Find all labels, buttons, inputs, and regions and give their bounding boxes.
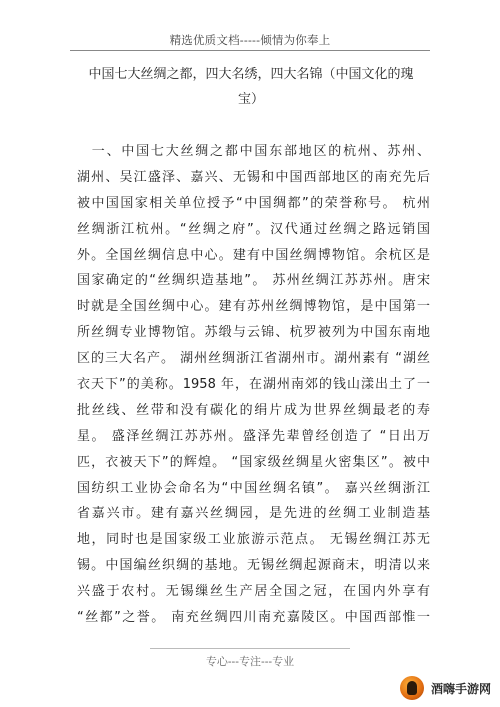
mascot-logo-icon	[400, 676, 424, 700]
watermark-text: 酒嗨手游网	[428, 679, 494, 698]
title-line-2: 宝）	[237, 92, 264, 107]
body-line: 丝绸浙江杭州。“丝绸之府”。汉代通过丝绸之路远销国	[77, 221, 430, 237]
body-line: 匹，衣被天下”的辉煌。 “国家级丝绸星火密集区”。被中	[77, 454, 430, 470]
document-title	[76, 62, 426, 112]
body-line: 外。全国丝绸信息中心。建有中国丝绸博物馆。余杭区是	[77, 247, 430, 263]
body-line: 国纺织工业协会命名为“中国丝绸名镇”。 嘉兴丝绸浙江	[77, 480, 430, 496]
body-line: 锡。中国编丝织绸的基地。无锡丝绸起源商末，明清以来	[77, 558, 430, 574]
title-line-1: 中国七大丝绸之都，四大名绣，四大名锦（中国文化的瑰	[88, 67, 414, 82]
body-line: 兴盛于农村。无锡缫丝生产居全国之冠，在国内外享有	[77, 584, 430, 600]
body-line: 被中国国家相关单位授予“中国绸都”的荣誉称号。 杭州	[77, 195, 430, 211]
site-watermark	[398, 675, 494, 701]
page-footer: 专心---专注---专业	[205, 655, 295, 668]
body-line: 星。 盛泽丝绸江苏苏州。盛泽先辈曾经创造了 “日出万	[77, 428, 430, 444]
body-line: 国家确定的“丝绸织造基地”。 苏州丝绸江苏苏州。唐宋	[77, 273, 430, 289]
body-line: 时就是全国丝绸中心。建有苏州丝绸博物馆，是中国第一	[77, 299, 430, 315]
footer-divider	[150, 648, 350, 649]
body-line: 省嘉兴市。建有嘉兴丝绸园，是先进的丝绸工业制造基	[77, 506, 430, 522]
body-line: 区的三大名产。 湖州丝绸浙江省湖州市。湖州素有 “湖丝	[77, 351, 430, 367]
body-paragraph	[77, 139, 430, 631]
body-line: 批丝线、丝带和没有碳化的绢片成为世界丝绸最老的寿	[77, 402, 430, 418]
body-line: 一、中国七大丝绸之都中国东部地区的杭州、苏州、	[77, 144, 430, 159]
body-line: 所丝绸专业博物馆。苏缎与云锦、杭罗被列为中国东南地	[77, 325, 430, 341]
body-line: 衣天下”的美称。1958 年，在湖州南郊的钱山漾出土了一	[77, 377, 430, 393]
body-line: 地，同时也是国家级工业旅游示范点。 无锡丝绸江苏无	[77, 532, 430, 548]
page-header: 精选优质文档-----倾情为你奉上	[169, 33, 331, 47]
header-divider	[70, 50, 430, 51]
body-line: “丝都”之誉。 南充丝绸四川南充嘉陵区。中国西部惟一	[77, 610, 430, 626]
body-line: 湖州、吴江盛泽、嘉兴、无锡和中国西部地区的南充先后	[77, 169, 430, 185]
